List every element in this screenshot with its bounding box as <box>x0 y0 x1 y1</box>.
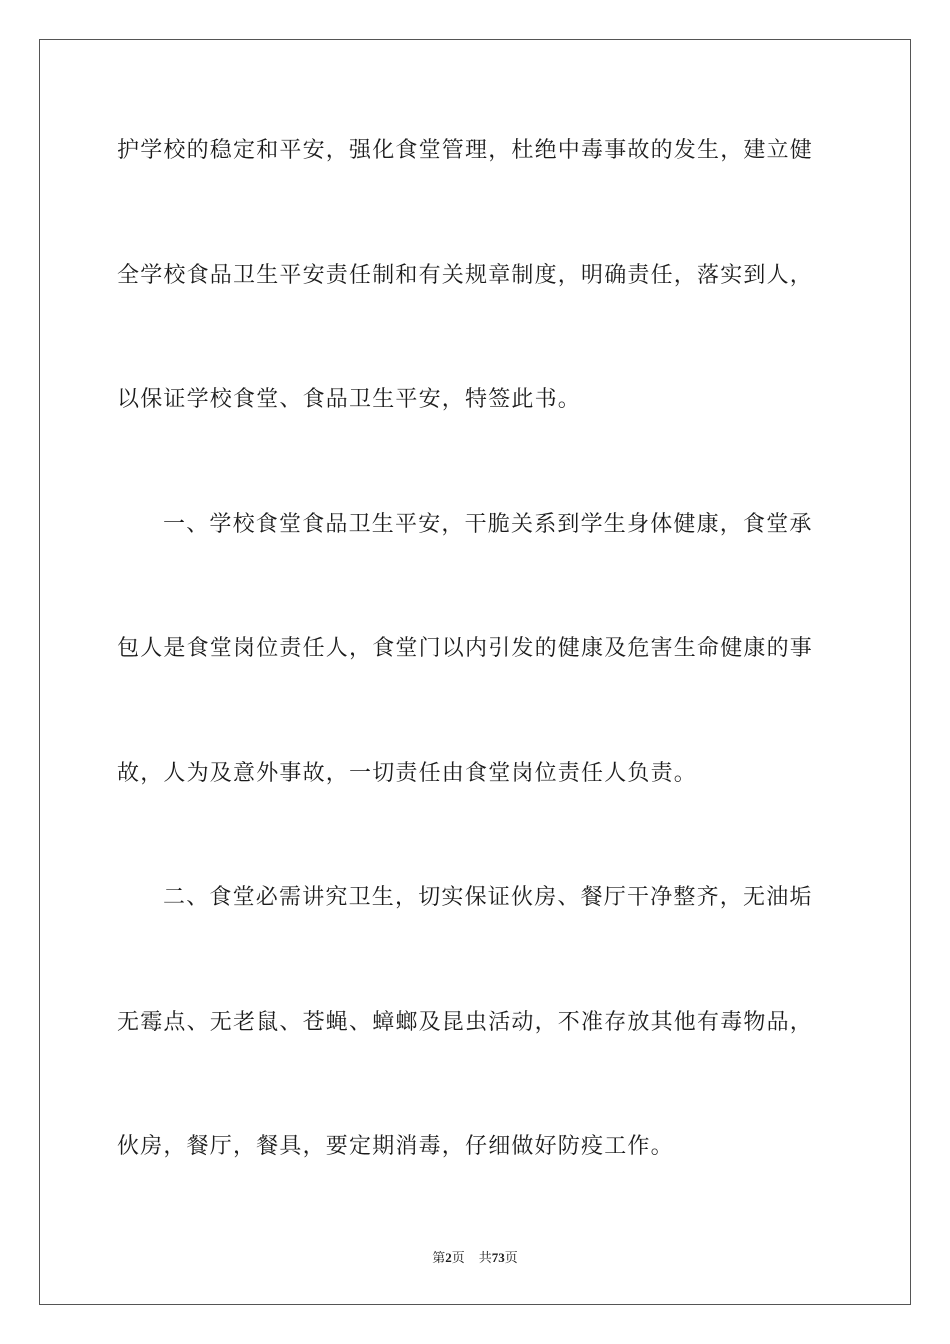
paragraph-1-line-1: 一、学校食堂食品卫生平安，干脆关系到学生身体健康，食堂承 <box>163 512 813 537</box>
paragraph-1-line-3: 故，人为及意外事故，一切责任由食堂岗位责任人负责。 <box>117 761 698 786</box>
paragraph-1-line-2: 包人是食堂岗位责任人，食堂门以内引发的健康及危害生命健康的事 <box>117 636 814 661</box>
body-line-1: 护学校的稳定和平安，强化食堂管理，杜绝中毒事故的发生，建立健 <box>117 138 814 163</box>
page-number: 2 <box>445 1250 452 1265</box>
paragraph-2-line-3: 伙房，餐厅，餐具，要定期消毒，仔细做好防疫工作。 <box>117 1134 674 1159</box>
body-line-2: 全学校食品卫生平安责任制和有关规章制度，明确责任，落实到人， <box>117 263 814 288</box>
page-prefix: 第 <box>432 1250 446 1265</box>
page-border <box>39 39 911 1305</box>
paragraph-2-line-1: 二、食堂必需讲究卫生，切实保证伙房、餐厅干净整齐，无油垢 <box>163 885 813 910</box>
total-prefix: 共 <box>478 1250 492 1265</box>
page-suffix: 页 <box>451 1250 465 1265</box>
total-pages: 73 <box>491 1250 505 1265</box>
paragraph-2-line-2: 无霉点、无老鼠、苍蝇、蟑螂及昆虫活动，不准存放其他有毒物品， <box>117 1010 814 1035</box>
total-suffix: 页 <box>504 1250 518 1265</box>
body-line-3: 以保证学校食堂、食品卫生平安，特签此书。 <box>117 387 582 412</box>
page-footer <box>0 1247 950 1266</box>
